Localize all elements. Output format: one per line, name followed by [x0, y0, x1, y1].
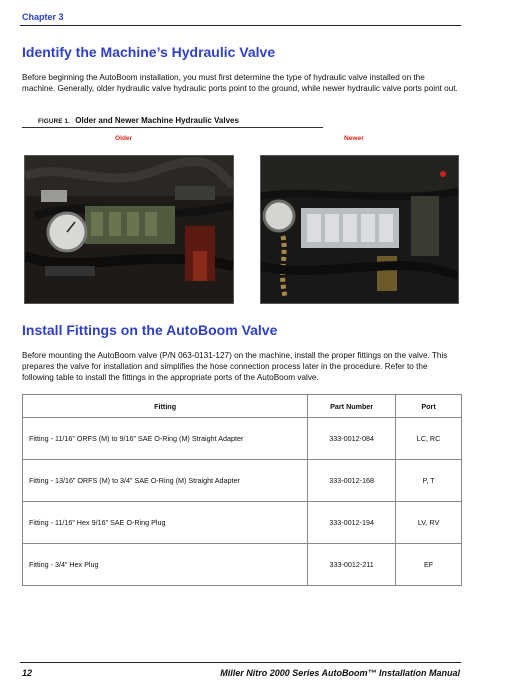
- port-cell: EF: [396, 544, 462, 586]
- table-row: [23, 460, 462, 502]
- chapter-label: Chapter 3: [22, 12, 64, 22]
- figure-title: Older and Newer Machine Hydraulic Valves: [75, 116, 239, 125]
- port-cell: LC, RC: [396, 418, 462, 460]
- page-number: 12: [22, 668, 33, 678]
- newer-photo-label: Newer: [344, 135, 364, 142]
- older-photo-label: Older: [115, 135, 133, 142]
- figure-rule: [22, 127, 323, 128]
- fitting-cell: Fitting - 3/4” Hex Plug: [23, 544, 308, 586]
- header-rule: [20, 25, 461, 26]
- column-header-part-number: Part Number: [308, 395, 396, 418]
- footer-rule: [20, 662, 461, 663]
- part-number-cell: 333-0012-194: [308, 502, 396, 544]
- older-valve-photo: [24, 155, 234, 304]
- manual-title: Miller Nitro 2000 Series AutoBoom™ Installation Manual: [220, 668, 460, 678]
- column-header-port: Port: [396, 395, 462, 418]
- port-cell: LV, RV: [396, 502, 462, 544]
- section-title-hydraulic-valve: Identify the Machine’s Hydraulic Valve: [22, 44, 276, 60]
- fitting-cell: Fitting - 11/16” ORFS (M) to 9/16” SAE O-Ring (M) Straight Adapter: [23, 418, 308, 460]
- fittings-table: [22, 394, 462, 586]
- table-header-row: [23, 395, 462, 418]
- figure-number: FIGURE 1.: [38, 118, 71, 125]
- fitting-cell: Fitting - 13/16” ORFS (M) to 3/4” SAE O-Ring (M) Straight Adapter: [23, 460, 308, 502]
- column-header-fitting: Fitting: [23, 395, 308, 418]
- part-number-cell: 333-0012-084: [308, 418, 396, 460]
- table-row: [23, 502, 462, 544]
- section-paragraph-install-fittings: Before mounting the AutoBoom valve (P/N 063-0131-127) on the machine, install the proper fittings on the valve. This prepares the valve for installation and simplifies the hose connection process later in the procedure. Refer to the following table to install the fittings in the appropriate ports of the AutoBoom valve.: [22, 351, 448, 382]
- newer-valve-photo: [260, 155, 459, 304]
- section-title-install-fittings: Install Fittings on the AutoBoom Valve: [22, 322, 278, 338]
- figure-caption: [38, 116, 239, 125]
- table-row: [23, 418, 462, 460]
- part-number-cell: 333-0012-211: [308, 544, 396, 586]
- port-cell: P, T: [396, 460, 462, 502]
- section-paragraph-hydraulic-valve: Before beginning the AutoBoom installation, you must first determine the type of hydraulic valve installed on the machine. Generally, older hydraulic valve hydraulic ports point to the ground, while newer hydraulic valve ports point out.: [22, 73, 458, 93]
- fitting-cell: Fitting - 11/16” Hex 9/16” SAE O-Ring Plug: [23, 502, 308, 544]
- table-row: [23, 544, 462, 586]
- part-number-cell: 333-0012-168: [308, 460, 396, 502]
